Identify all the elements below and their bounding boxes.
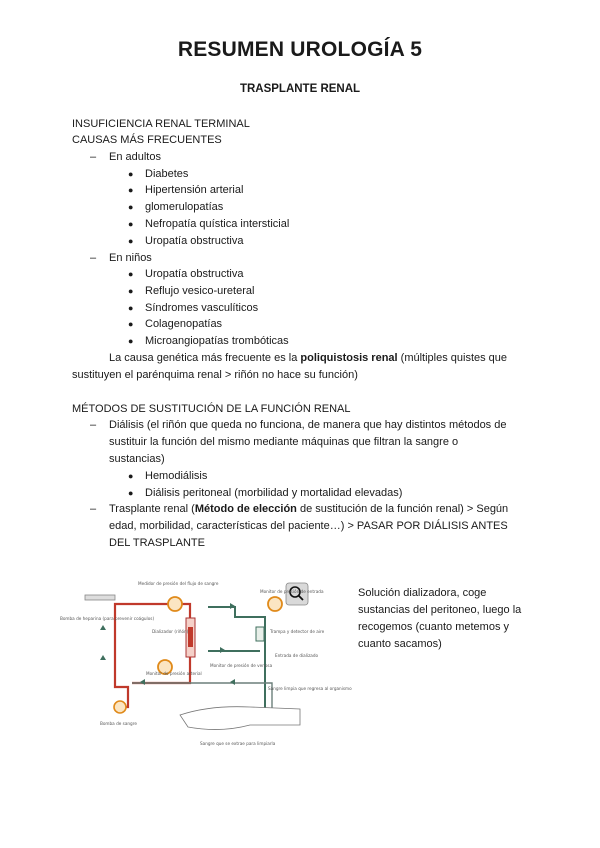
- transplant-line2: edad, morbilidad, características del paciente…) > PASAR POR DIÁLISIS ANTES: [109, 520, 508, 532]
- transplant-line3: DEL TRASPLANTE: [109, 537, 205, 549]
- list-item: Nefropatía quística intersticial: [145, 218, 290, 230]
- genetic-text-post: (múltiples quistes que: [397, 352, 508, 364]
- bullet-marker: ●: [128, 336, 134, 346]
- dash-marker: –: [90, 252, 97, 264]
- zoom-button[interactable]: [286, 583, 308, 605]
- label-pump: Medidor de presión del flujo de sangre: [138, 581, 219, 586]
- bullet-marker: ●: [128, 303, 134, 313]
- dash-marker: –: [90, 419, 97, 431]
- transplant-highlight: Método de elección: [194, 503, 297, 515]
- label-pump-line: Bomba de sangre: [100, 721, 137, 726]
- arrow-icon: [100, 625, 106, 630]
- hemodialysis-diagram: [60, 575, 352, 755]
- blood-pump-icon: [114, 701, 126, 713]
- label-monitor-out: Monitor de presión arterial: [146, 671, 202, 676]
- label-inflow: Monitor de presión de venosa: [210, 663, 273, 668]
- label-dialyzer: Dializador (riñón): [152, 629, 189, 634]
- section-subtitle: TRASPLANTE RENAL: [239, 83, 361, 95]
- list-item: Uropatía obstructiva: [145, 235, 244, 247]
- list-item: glomerulopatías: [145, 201, 224, 213]
- bullet-marker: ●: [128, 319, 134, 329]
- genetic-cause-line2: sustituyen el parénquima renal > riñón no hace su función): [72, 369, 358, 381]
- adults-label: En adultos: [109, 151, 161, 163]
- label-dialysate: Entrada de dializado: [275, 653, 319, 658]
- arrow-icon: [230, 679, 235, 685]
- diagram-svg: [60, 575, 352, 755]
- label-clean-blood: Sangre limpia que regresa al organismo: [268, 686, 352, 691]
- page-title: RESUMEN UROLOGÍA 5: [177, 38, 423, 61]
- bullet-marker: ●: [128, 471, 134, 481]
- list-item: Síndromes vasculíticos: [145, 302, 259, 314]
- bullet-marker: ●: [128, 269, 134, 279]
- bullet-marker: ●: [128, 219, 134, 229]
- transplant-text-post: de sustitución de la función renal) > Según: [296, 503, 509, 515]
- label-heparin: Bomba de heparina (para prevenir coágulos): [60, 616, 155, 621]
- air-trap-icon: [256, 627, 264, 641]
- bullet-marker: ●: [128, 488, 134, 498]
- figure-caption: Solución dializadora, coge sustancias del peritoneo, luego la recogemos (cuanto metemos y cuanto sacamos): [358, 587, 522, 650]
- heading-causas: CAUSAS MÁS FRECUENTES: [72, 134, 222, 146]
- label-air: Trampa y detector de aire: [270, 629, 325, 634]
- dash-marker: –: [90, 503, 97, 515]
- genetic-text-pre: La causa genética más frecuente es la: [109, 352, 301, 364]
- genetic-cause-line1: [109, 350, 507, 367]
- label-monitor-in: Monitor de presión de entrada: [260, 589, 324, 594]
- dialysis-line2: sustituir la función del mismo mediante máquinas que filtran la sangre o: [109, 436, 459, 448]
- bullet-marker: ●: [128, 202, 134, 212]
- label-dirty-blood: Sangre que se extrae para limpiarla: [200, 741, 276, 746]
- children-label: En niños: [109, 252, 152, 264]
- heading-insuficiencia: INSUFICIENCIA RENAL TERMINAL: [72, 118, 250, 130]
- pump-gauge-icon: [168, 597, 182, 611]
- transplant-text-pre: Trasplante renal (: [109, 503, 195, 515]
- bullet-marker: ●: [128, 185, 134, 195]
- list-item: Diabetes: [145, 168, 189, 180]
- list-item: Microangiopatías trombóticas: [145, 335, 289, 347]
- dialysis-line3: sustancias): [109, 453, 165, 465]
- arm-icon: [180, 707, 300, 730]
- syringe-icon: [85, 595, 115, 600]
- bullet-marker: ●: [128, 236, 134, 246]
- list-item: Colagenopatías: [145, 318, 223, 330]
- heading-metodos: MÉTODOS DE SUSTITUCIÓN DE LA FUNCIÓN RENAL: [72, 403, 351, 415]
- list-item: Uropatía obstructiva: [145, 268, 244, 280]
- genetic-highlight: poliquistosis renal: [300, 352, 398, 364]
- dialysis-line1: Diálisis (el riñón que queda no funciona, de manera que hay distintos métodos de: [109, 419, 507, 431]
- bullet-marker: ●: [128, 286, 134, 296]
- list-item: Reflujo vesico-ureteral: [145, 285, 255, 297]
- arrow-icon: [100, 655, 106, 660]
- arrow-icon: [220, 647, 225, 653]
- bullet-marker: ●: [128, 169, 134, 179]
- dialyzer-core: [188, 627, 193, 647]
- transplant-line1: [109, 501, 508, 518]
- list-item: Hemodiálisis: [145, 470, 208, 482]
- list-item: Hipertensión arterial: [145, 184, 244, 196]
- list-item: Diálisis peritoneal (morbilidad y mortalidad elevadas): [145, 487, 403, 499]
- pressure-gauge-icon: [268, 597, 282, 611]
- dash-marker: –: [90, 151, 97, 163]
